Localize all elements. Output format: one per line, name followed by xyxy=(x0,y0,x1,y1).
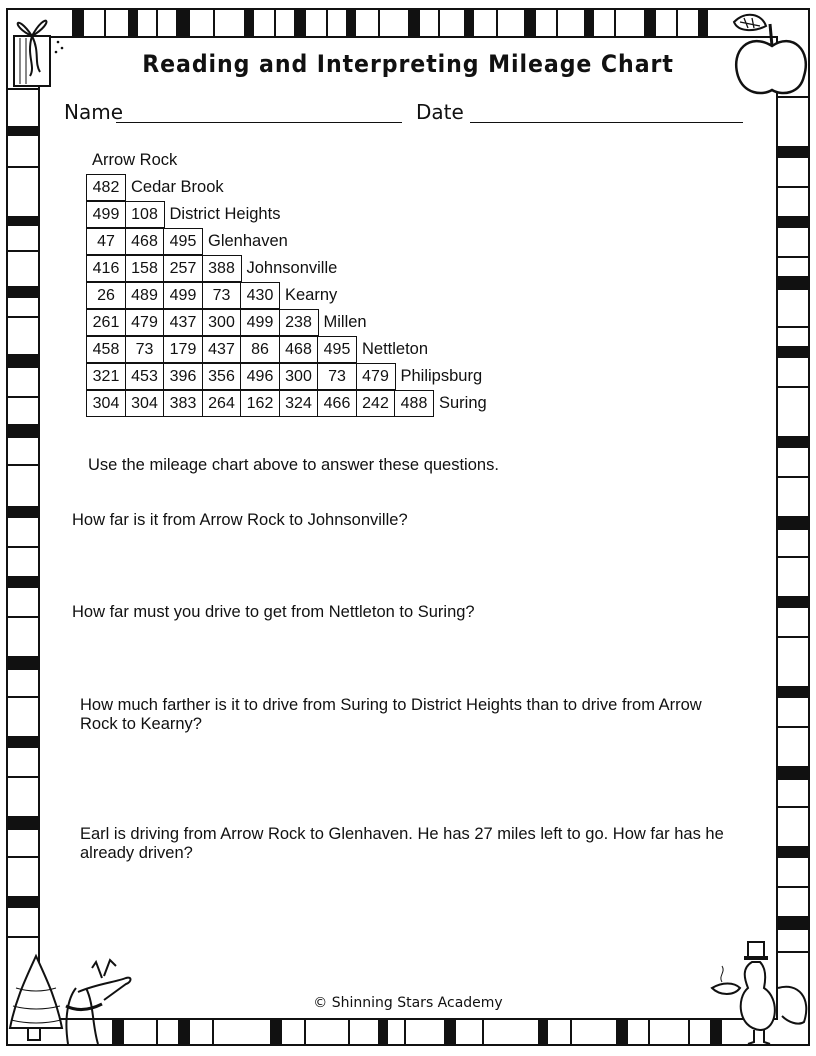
mileage-cell: 466 xyxy=(317,390,357,417)
mileage-cell: 300 xyxy=(202,309,242,336)
mileage-cell: 437 xyxy=(202,336,242,363)
town-label: Philipsburg xyxy=(400,367,483,385)
mileage-cell: 383 xyxy=(163,390,203,417)
mileage-cell: 86 xyxy=(240,336,280,363)
worksheet-title: Reading and Interpreting Mileage Chart xyxy=(142,50,674,78)
question-2: How far must you drive to get from Nettleton to Suring? xyxy=(72,603,475,621)
mileage-cell: 324 xyxy=(279,390,319,417)
mileage-cell: 356 xyxy=(202,363,242,390)
mileage-cell: 73 xyxy=(125,336,165,363)
mileage-cell: 300 xyxy=(279,363,319,390)
name-field[interactable] xyxy=(116,122,402,123)
instructions: Use the mileage chart above to answer these questions. xyxy=(88,456,499,474)
town-label: Johnsonville xyxy=(246,259,338,277)
question-1: How far is it from Arrow Rock to Johnsonville? xyxy=(72,511,408,529)
chart-row-glenhaven xyxy=(86,228,288,255)
town-label: Cedar Brook xyxy=(131,178,224,196)
mileage-cell: 499 xyxy=(163,282,203,309)
question-3: How much farther is it to drive from Suring to District Heights than to drive from Arrow Rock to Kearny? xyxy=(80,696,702,733)
mileage-cell: 47 xyxy=(86,228,126,255)
mileage-cell: 26 xyxy=(86,282,126,309)
border-left-band xyxy=(8,36,38,1020)
date-field[interactable] xyxy=(470,122,743,123)
mileage-cell: 257 xyxy=(163,255,203,282)
chart-row-johnsonville xyxy=(86,255,337,282)
mileage-cell: 304 xyxy=(86,390,126,417)
mileage-cell: 416 xyxy=(86,255,126,282)
mileage-cell: 261 xyxy=(86,309,126,336)
mileage-cell: 479 xyxy=(356,363,396,390)
town-label: Millen xyxy=(323,313,367,331)
chart-row-cedar-brook xyxy=(86,174,224,201)
town-label: Kearny xyxy=(285,286,338,304)
mileage-cell: 388 xyxy=(202,255,242,282)
mileage-cell: 495 xyxy=(317,336,357,363)
mileage-cell: 264 xyxy=(202,390,242,417)
mileage-cell: 162 xyxy=(240,390,280,417)
chart-row-district-heights xyxy=(86,201,280,228)
mileage-cell: 242 xyxy=(356,390,396,417)
mileage-cell: 304 xyxy=(125,390,165,417)
mileage-cell: 73 xyxy=(317,363,357,390)
mileage-cell: 479 xyxy=(125,309,165,336)
date-label: Date xyxy=(416,100,464,124)
pilgrim-turkey-icon xyxy=(708,938,812,1046)
town-label: Glenhaven xyxy=(208,232,288,250)
mileage-cell: 495 xyxy=(163,228,203,255)
mileage-cell: 458 xyxy=(86,336,126,363)
mileage-cell: 468 xyxy=(279,336,319,363)
mileage-cell: 238 xyxy=(279,309,319,336)
chart-row-philipsburg xyxy=(86,363,482,390)
town-label: District Heights xyxy=(169,205,281,223)
mileage-cell: 482 xyxy=(86,174,126,201)
mileage-cell: 468 xyxy=(125,228,165,255)
mileage-cell: 396 xyxy=(163,363,203,390)
mileage-cell: 158 xyxy=(125,255,165,282)
town-label: Nettleton xyxy=(362,340,429,358)
mileage-cell: 437 xyxy=(163,309,203,336)
border-right-band xyxy=(778,36,808,1020)
name-label: Name xyxy=(64,100,124,124)
mileage-cell: 499 xyxy=(240,309,280,336)
chart-row-suring xyxy=(86,390,487,417)
chart-row-millen xyxy=(86,309,367,336)
border-top-band xyxy=(8,10,808,36)
mileage-cell: 430 xyxy=(240,282,280,309)
mileage-cell: 499 xyxy=(86,201,126,228)
chart-row-nettleton xyxy=(86,336,428,363)
mileage-cell: 496 xyxy=(240,363,280,390)
mileage-cell: 321 xyxy=(86,363,126,390)
question-4: Earl is driving from Arrow Rock to Glenhaven. He has 27 miles left to go. How far has he already driven? xyxy=(80,825,724,862)
mileage-cell: 488 xyxy=(394,390,434,417)
mileage-cell: 489 xyxy=(125,282,165,309)
town-label: Suring xyxy=(439,394,487,412)
mileage-cell: 453 xyxy=(125,363,165,390)
chart-row-kearny xyxy=(86,282,337,309)
mileage-cell: 108 xyxy=(125,201,165,228)
mileage-cell: 179 xyxy=(163,336,203,363)
copyright-footer: © Shinning Stars Academy xyxy=(313,995,503,1011)
town-label-arrow-rock: Arrow Rock xyxy=(92,151,178,169)
mileage-cell: 73 xyxy=(202,282,242,309)
